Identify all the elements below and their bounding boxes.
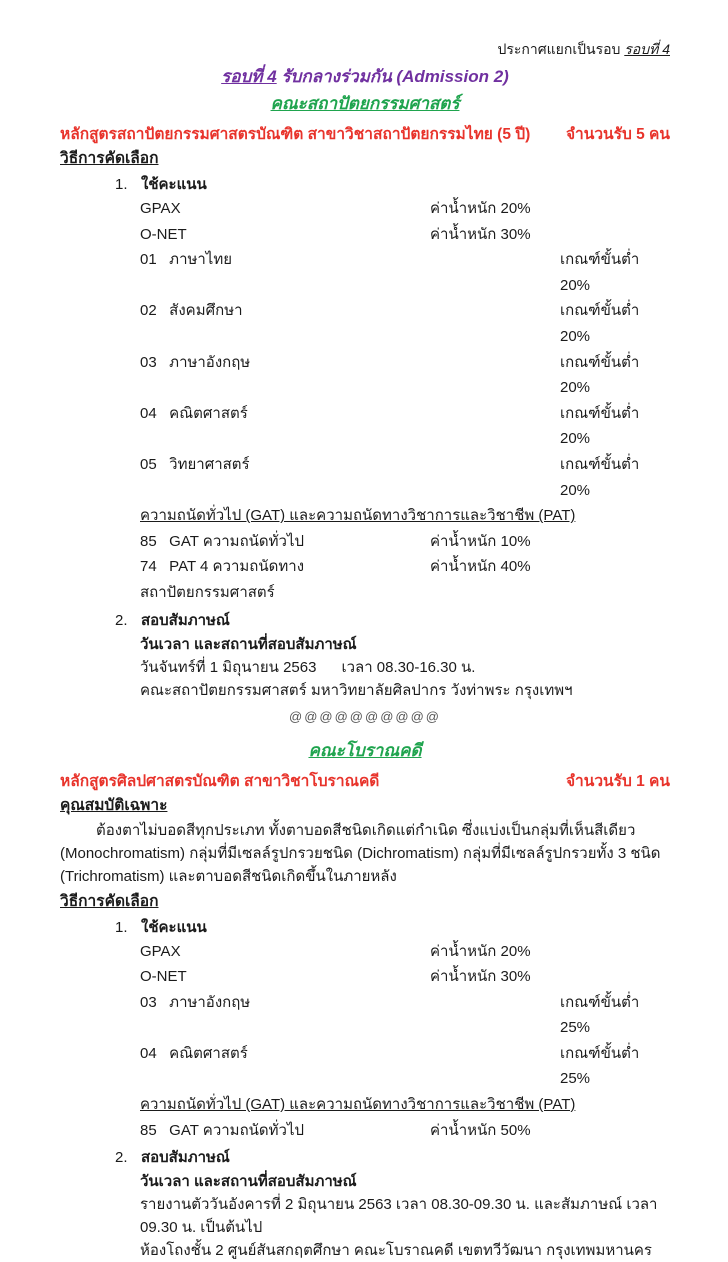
header-note-round: รอบที่ 4 (624, 41, 670, 57)
score-min: เกณฑ์ขั้นต่ำ 20% (560, 247, 670, 298)
score-label: O-NET (140, 222, 430, 248)
score-min (560, 554, 670, 605)
score-rows (140, 939, 670, 1093)
header-note-prefix: ประกาศแยกเป็นรอบ (497, 41, 624, 57)
score-row (140, 990, 670, 1041)
interview-line: คณะสถาปัตยกรรมศาสตร์ มหาวิทยาลัยศิลปากร วังท่าพระ กรุงเทพฯ (140, 679, 670, 702)
step-number: 1. (115, 917, 141, 939)
step-title: สอบสัมภาษณ์ (141, 610, 230, 632)
score-weight (430, 452, 560, 503)
gat-rows (140, 1118, 670, 1144)
program-name: หลักสูตรสถาปัตยกรรมศาสตรบัณฑิต สาขาวิชาสถาปัตยกรรมไทย (5 ปี) (60, 125, 530, 145)
program-name: หลักสูตรศิลปศาสตรบัณฑิต สาขาวิชาโบราณคดี (60, 772, 379, 792)
interview-subtitle: วันเวลา และสถานที่สอบสัมภาษณ์ (140, 1170, 670, 1193)
score-label: O-NET (140, 964, 430, 990)
score-min: เกณฑ์ขั้นต่ำ 25% (560, 1041, 670, 1092)
faculty-heading: คณะโบราณคดี (60, 740, 670, 762)
score-weight: ค่าน้ำหนัก 10% (430, 529, 560, 555)
gat-pat-heading: ความถนัดทั่วไป (GAT) และความถนัดทางวิชาการและวิชาชีพ (PAT) (140, 1092, 670, 1118)
score-min: เกณฑ์ขั้นต่ำ 20% (560, 298, 670, 349)
score-label: GPAX (140, 196, 430, 222)
score-row (140, 196, 670, 222)
score-weight (430, 401, 560, 452)
score-label: 74 PAT 4 ความถนัดทางสถาปัตยกรรมศาสตร์ (140, 554, 430, 605)
score-min (560, 529, 670, 555)
qualification-heading: คุณสมบัติเฉพาะ (60, 795, 670, 817)
interview-subtitle: วันเวลา และสถานที่สอบสัมภาษณ์ (140, 633, 670, 656)
score-min (560, 964, 670, 990)
score-weight: ค่าน้ำหนัก 30% (430, 222, 560, 248)
score-min: เกณฑ์ขั้นต่ำ 20% (560, 452, 670, 503)
score-weight (430, 247, 560, 298)
step-number: 2. (115, 1147, 141, 1169)
qualification-text: ต้องตาไม่บอดสีทุกประเภท ทั้งตาบอดสีชนิดเกิดแต่กำเนิด ซึ่งแบ่งเป็นกลุ่มที่เห็นสีเดียว (Monochromatism) กลุ่มที่มีเซลล์รูปกรวยชนิด (Dichromatism) กลุ่มที่มีเซลล์รูปกรวยทั้ง 3 ชนิด (Trichromatism) และตาบอดสีชนิดเกิดขึ้นในภายหลัง (60, 819, 670, 888)
score-label: 04 คณิตศาสตร์ (140, 401, 430, 452)
program-line (60, 772, 670, 792)
step-number: 2. (115, 610, 141, 632)
round-title-rest: รับกลางร่วมกัน (Admission 2) (277, 67, 509, 86)
step-number: 1. (115, 174, 141, 196)
interview-line: ห้องโถงชั้น 2 ศูนย์สันสกฤตศึกษา คณะโบราณคดี เขตทวีวัฒนา กรุงเทพมหานคร (140, 1239, 670, 1262)
step-interview (60, 610, 670, 632)
score-weight: ค่าน้ำหนัก 20% (430, 196, 560, 222)
round-title (60, 66, 670, 88)
round-title-round: รอบที่ 4 (221, 67, 277, 86)
score-label: 03 ภาษาอังกฤษ (140, 350, 430, 401)
score-row (140, 1041, 670, 1092)
step-title: ใช้คะแนน (141, 917, 207, 939)
header-note (60, 40, 670, 58)
score-label: 85 GAT ความถนัดทั่วไป (140, 529, 430, 555)
quota: จำนวนรับ 5 คน (566, 125, 670, 145)
score-label: 01 ภาษาไทย (140, 247, 430, 298)
score-min (560, 222, 670, 248)
score-label: 05 วิทยาศาสตร์ (140, 452, 430, 503)
score-row (140, 554, 670, 605)
score-weight (430, 1041, 560, 1092)
score-label: 03 ภาษาอังกฤษ (140, 990, 430, 1041)
score-rows (140, 196, 670, 503)
score-row (140, 1118, 670, 1144)
score-weight: ค่าน้ำหนัก 20% (430, 939, 560, 965)
score-row (140, 452, 670, 503)
score-weight: ค่าน้ำหนัก 50% (430, 1118, 560, 1144)
step-use-scores (60, 174, 670, 196)
score-min: เกณฑ์ขั้นต่ำ 25% (560, 990, 670, 1041)
section-divider: @@@@@@@@@@ (60, 708, 670, 726)
step-title: ใช้คะแนน (141, 174, 207, 196)
score-min (560, 1118, 670, 1144)
interview-line: วันจันทร์ที่ 1 มิถุนายน 2563 เวลา 08.30-16.30 น. (140, 656, 670, 679)
score-row (140, 939, 670, 965)
score-weight (430, 990, 560, 1041)
score-row (140, 247, 670, 298)
score-min (560, 196, 670, 222)
program-line (60, 125, 670, 145)
score-label: 02 สังคมศึกษา (140, 298, 430, 349)
score-weight: ค่าน้ำหนัก 30% (430, 964, 560, 990)
score-row (140, 298, 670, 349)
score-min: เกณฑ์ขั้นต่ำ 20% (560, 401, 670, 452)
step-interview (60, 1147, 670, 1169)
step-title: สอบสัมภาษณ์ (141, 1147, 230, 1169)
interview-line: รายงานตัววันอังคารที่ 2 มิถุนายน 2563 เวลา 08.30-09.30 น. และสัมภาษณ์ เวลา 09.30 น. เป็นต้นไป (140, 1193, 670, 1239)
score-weight (430, 298, 560, 349)
score-min (560, 939, 670, 965)
interview-block (140, 1170, 670, 1262)
selection-method-heading: วิธีการคัดเลือก (60, 148, 670, 170)
quota: จำนวนรับ 1 คน (566, 772, 670, 792)
score-row (140, 222, 670, 248)
score-row (140, 964, 670, 990)
score-label: 85 GAT ความถนัดทั่วไป (140, 1118, 430, 1144)
score-label: GPAX (140, 939, 430, 965)
score-row (140, 529, 670, 555)
faculty-heading: คณะสถาปัตยกรรมศาสตร์ (60, 93, 670, 115)
section-archaeology (60, 740, 670, 1262)
score-weight (430, 350, 560, 401)
gat-rows (140, 529, 670, 606)
score-row (140, 350, 670, 401)
interview-block (140, 633, 670, 702)
section-architecture (60, 93, 670, 726)
step-use-scores (60, 917, 670, 939)
score-weight: ค่าน้ำหนัก 40% (430, 554, 560, 605)
score-min: เกณฑ์ขั้นต่ำ 20% (560, 350, 670, 401)
gat-pat-heading: ความถนัดทั่วไป (GAT) และความถนัดทางวิชาการและวิชาชีพ (PAT) (140, 503, 670, 529)
score-label: 04 คณิตศาสตร์ (140, 1041, 430, 1092)
score-row (140, 401, 670, 452)
selection-method-heading: วิธีการคัดเลือก (60, 891, 670, 913)
